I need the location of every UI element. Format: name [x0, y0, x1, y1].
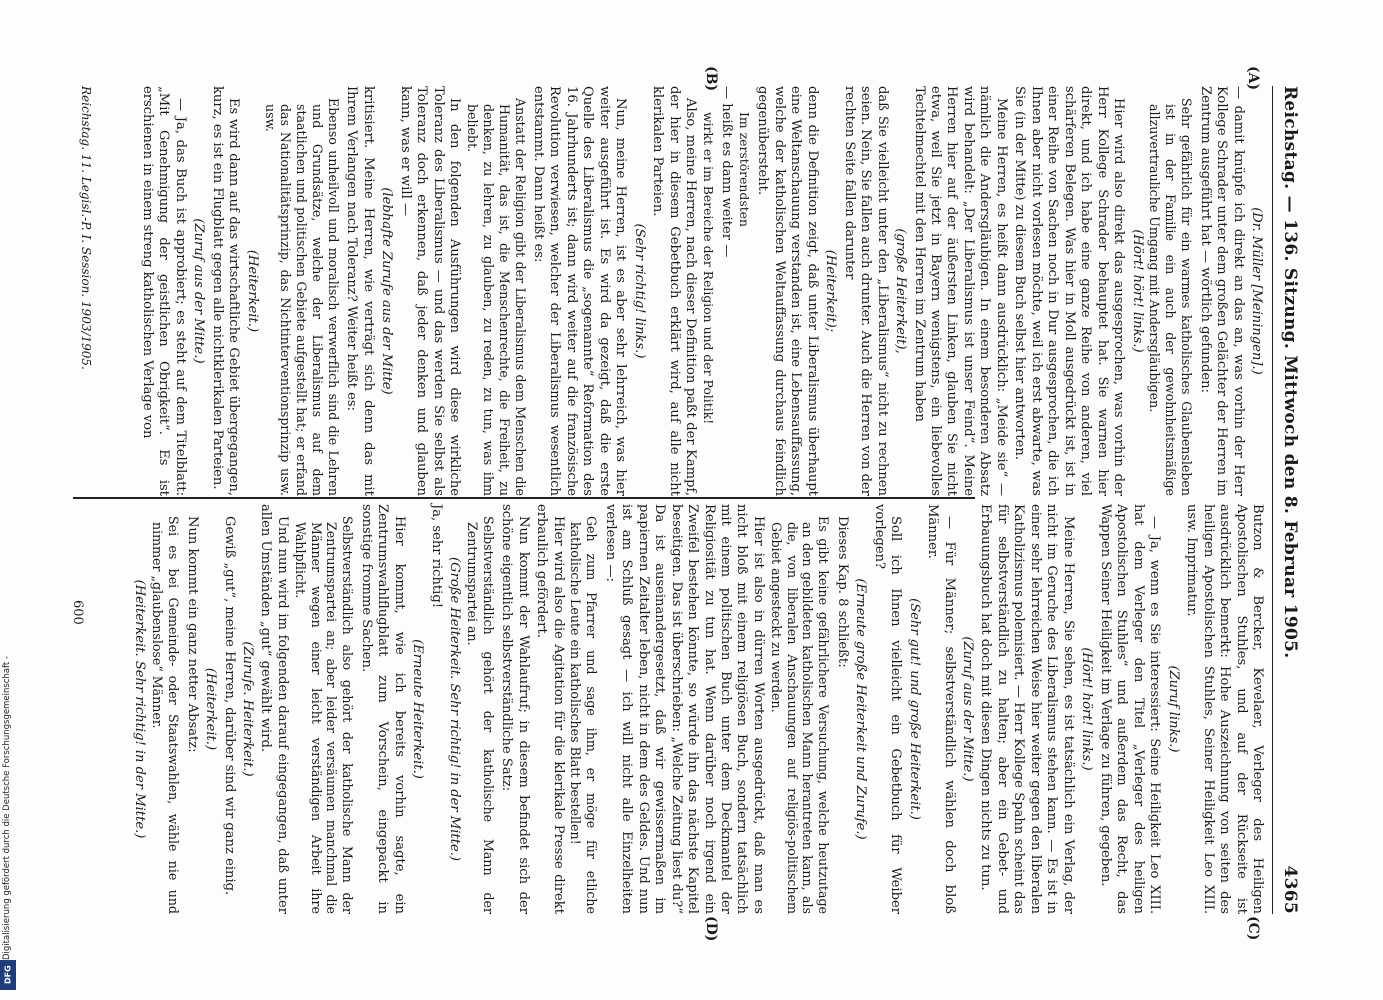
paragraph: Gewiß „gut“, meine Herren, darüber sind wir ganz einig. — [221, 516, 237, 896]
paragraph: Butzon & Bercker, Kevelaer, Verleger des Heiligen Apostolischen Stuhles, und auf der Rückseite ist ausdrücklich bemerkt: Hohe Auszeichnung von seiten des heiligen Apostolischen Stuhles, Seiner Heiligkeit Leo XIII. usw. Imprimatur. — [1184, 504, 1265, 914]
margin-marker-d: (D) — [703, 916, 719, 942]
interjection: (Zuruf links.) — [1165, 665, 1181, 753]
paragraph: — heißt es dann weiter — — [719, 86, 735, 258]
interjection: (Heiterkeit); — [823, 249, 839, 333]
quotation: Geh zum Pfarrer und sage ihm, er möge für etliche katholische Leute ein katholisches Blatt bestellen! — [568, 516, 600, 914]
quotation: Es gibt keine gefährlichere Versuchung, welche heutzutage an den gebildeten katholischen Mann herantreten kann, als die, von liberalen Anschauungen auf religiös-politischem Gebiet angesteckt zu werden. — [768, 516, 832, 914]
paragraph: Hier wird also direkt das ausgesprochen, was vorhin der Herr Kollege Schrader behauptet hat. Sie warnen hier direkt, und ich habe eine ganze Reihe von anderen, viel schärferen Belegen. Was hier in Moll ausgedrückt ist, ist in einer Reihe von Sachen noch in Dur ausgesprochen, die ich Ihnen aber nicht vorlesen möchte, weil ich erst abwarte, was Sie (in der Mitte) zu diesem Buch selbst hier antworten. — [1012, 86, 1127, 496]
paragraph: kritisiert. Meine Herren, wie verträgt sich denn das mit Ihrem Verlangen nach Toleranz? Weiter heißt es: — [344, 86, 376, 496]
paragraph: denn die Definition zeigt, daß unter Liberalismus überhaupt eine Weltanschauung verstanden ist, eine Lebensauffassung, welche der katholischen Weltauffassung durchaus feindlich gegenübersteht. — [755, 86, 820, 496]
paragraph: Also, meine Herren, nach dieser Definition paßt der Kampf, der hier in diesem Gebetbuch erklärt wird, auf alle nicht klerikalen Parteien. — [650, 86, 699, 496]
margin-marker-c: (C) — [1245, 916, 1261, 941]
paragraph: Nun kommt ein ganz netter Absatz: — [184, 516, 200, 753]
paragraph: Soll ich Ihnen vielleicht ein Gebetbuch für Weiber vorlegen? — [871, 504, 904, 914]
quotation: Selbstverständlich gehört der katholische Mann der Zentrumspartei an. — [464, 516, 496, 914]
paragraph: Hier wird also die Agitation für die klerikale Presse direkt erbaulich gefördert. — [534, 504, 566, 914]
page-footer-source: Reichstag. 11. Legisl.-P. I. Session. 1903/1905. — [79, 86, 93, 370]
paragraph: Und nun wird im folgenden darauf eingegangen, daß unter allen Umständen „gut“ gewählt wird. — [258, 504, 290, 914]
paragraph: Dieses Kap. 8 schließt: — [834, 516, 850, 668]
quotation: Anstatt der Religion gibt der Liberalismus dem Menschen die Humanität, das ist, die Menschenrechte, die Freiheit, zu denken, zu lehren, zu glauben, zu reden, zu tun, was ihm beliebt. — [465, 98, 528, 496]
interjection: (Sehr richtig! links.) — [631, 223, 647, 359]
interjection: (Heiterkeit.) — [203, 667, 219, 751]
paragraph: Meine Herren, Sie sehen, es ist tatsächlich ein Verlag, der nicht im Geruche des Liberalismus stehen kann. — Es ist in einer sehr lehrreichen Weise hier weiter gegen den liberalen Katholizismus polemisiert. — Herr Kollege Spahn scheint das für selbstverständlich zu halten; aber ein Gebet- und Erbauungsbuch hat doch mit diesen Dingen nichts zu tun. — [978, 504, 1076, 914]
right-column — [129, 504, 1265, 914]
paragraph: Es wird dann auf das wirtschaftliche Gebiet übergegangen, kurz, es ist ein Flugblatt gegen alle nichtklerikalen Parteien. — [209, 86, 242, 496]
interjection: (Hört! hört! links.) — [1079, 647, 1095, 771]
interjection: (Zuruf aus der Mitte.) — [960, 636, 976, 782]
paragraph: — damit knüpfe ich direkt an das an, was vorhin der Herr Kollege Schrader unter dem großen Gelächter der Herren im Zentrum ausgeführt hat — wörtlich gefunden: — [1197, 86, 1246, 496]
quotation: Sei es bei Gemeinde- oder Staatswahlen, wähle nie und nimmer „glaubenslose“ Männer. — [150, 516, 182, 914]
paragraph: — Für Männer; selbstverständlich wählen doch bloß Männer. — [925, 504, 957, 914]
paragraph: Hier ist also in dürren Worten ausgedrückt, daß man es nicht bloß mit einem religiösen Buch, sondern tatsächlich mit einem politischen Buch unter dem Deckmantel der Religiosität zu tun hat. Wenn darüber noch irgend ein Zweifel bestehen könnte, so würde ihn das nächste Kapitel beseitigen. Das ist überschrieben: „Welche Zeitung liest du?“ Da ist auseinandergesetzt, daß wir gewissermaßen im papiernen Zeitalter leben, nicht in dem des Geldes. Und nun ist am Schluß gesagt — ich will nicht alle Einzelheiten verlesen —: — [602, 504, 766, 914]
interjection: (Sehr gut! und große Heiterkeit.) — [906, 598, 922, 820]
paragraph: Nun, meine Herren, ist es aber sehr lehrreich, was hier weiter ausgeführt ist. Es wird da gezeigt, daß die erste Quelle des Liberalismus die „sogenannte“ Reformation des 16. Jahrhunderts ist; dann wird weiter auf die französische Revolution verwiesen, welcher der Liberalismus wesentlich entstammt. Dann heißt es: — [530, 86, 629, 496]
interjection: (Zurufe. Heiterkeit.) — [240, 641, 256, 777]
interjection: (Heiterkeit.) — [244, 249, 260, 333]
paragraph: — Ja, wenn es Sie interessiert: Seine Heiligkeit Leo XIII. hat dem Verleger den Titel „Verleger des heiligen Apostolischen Stuhles“ und außerdem das Recht, das Wappen Seiner Heiligkeit im Verlage zu führen, gegeben. — [1097, 504, 1163, 914]
dfg-logo: DFG — [0, 960, 16, 990]
paragraph: Ja, sehr richtig! — [428, 504, 444, 609]
quotation: Selbstverständlich also gehört der katholische Mann der Zentrumspartei an; aber leider versäumen manchmal die Männer wegen einer leicht verständigen Arbeit ihre Wahlpflicht. — [292, 516, 356, 914]
quotation: Ebenso unheilvoll und moralisch verwerflich sind die Lehren und Grundsätze, welche der Liberalismus auf dem staatlichen und politischen Gebiete aufgestellt hat; er erfand das Nationalitätsprinzip, das Nichtinterventionsprinzip usw. usw. — [262, 98, 341, 496]
interjection: (Erneute Heiterkeit.) — [410, 639, 426, 779]
signature-number: 600 — [70, 600, 85, 625]
margin-marker-b: (B) — [703, 66, 719, 92]
paragraph: — Ja, das Buch ist approbiert; es steht auf dem Titelblatt: „Mit Genehmigung der geistlichen Obrigkeit“. Es ist erschienen in einem streng katholischen Verlage von — [139, 86, 188, 496]
interjection: (Erneute große Heiterkeit und Zurufe.) — [853, 578, 869, 840]
quotation: Im zerstörendsten — [736, 112, 752, 227]
paragraph: Nun kommt der Wahlaufruf; in diesem befindet sich der schöne eigentlich selbstverständliche Satz: — [499, 504, 531, 914]
paragraph: daß Sie vielleicht unter den „Liberalismus“ nicht zu rechnen seien. Nein, Sie fallen auch drunter. Auch die Herren von der rechten Seite fallen darunter — [841, 86, 890, 496]
interjection: (Hört! hört! links.) — [1129, 229, 1145, 353]
interjection: (große Heiterkeit), — [893, 228, 909, 354]
interjection: (Große Heiterkeit. Sehr richtig! in der Mitte.) — [447, 557, 463, 861]
paragraph: Hier kommt, wie ich bereits vorhin sagte, ein Zentrumswahlflugblatt zum Vorschein, eingepackt in sonstige fromme Sachen. — [358, 504, 407, 914]
quotation: wirkt er im Bereiche der Religion und der Politik! — [700, 112, 716, 425]
paragraph: Meine Herren, es heißt dann ausdrücklich: „Meide sie“ — nämlich die Andersgläubigen. In einem besonderen Absatz wird behandelt: „Der Liberalismus ist unser Feind“. Meine Herren hier auf der äußersten Linken, glauben Sie nicht etwa, weil Sie jetzt in Bayern wenigstens, ein liebevolles Techtelmechtel mit den Herren im Zentrum haben — [911, 86, 1009, 496]
interjection: (lebhafte Zurufe aus der Mitte) — [379, 187, 395, 395]
page-number: 4365 — [1280, 865, 1300, 914]
paragraph: In den folgenden Ausführungen wird diese wirkliche Toleranz des Liberalismus — und das werden Sie selbst als Toleranz doch erkennen, daß jeder denken und glauben kann, was er will — — [397, 86, 463, 496]
column-divider — [73, 497, 975, 499]
interjection: (Heiterkeit. Sehr richtig! in der Mitte.) — [132, 579, 148, 839]
page-header — [1272, 86, 1307, 914]
left-column — [137, 86, 1266, 496]
credit-text: Digitalisierung gefördert durch die Deutsche Forschungsgemeinschaft - — [2, 656, 12, 960]
header-title: Reichstag. — 136. Sitzung. Mittwoch den 8. Februar 1905. — [1280, 86, 1300, 659]
margin-marker-a: (A) — [1245, 66, 1261, 91]
speaker-attribution: (Dr. Müller [Meiningen].) — [1249, 207, 1264, 375]
quotation: Sehr gefährlich für ein warmes katholisches Glaubensleben ist in der Familie ein auch der gewohnheitsmäßige allzuvertrauliche Umgang mit Andersgläubigen. — [1147, 98, 1195, 496]
interjection: (Zuruf aus der Mitte.) — [191, 218, 207, 364]
